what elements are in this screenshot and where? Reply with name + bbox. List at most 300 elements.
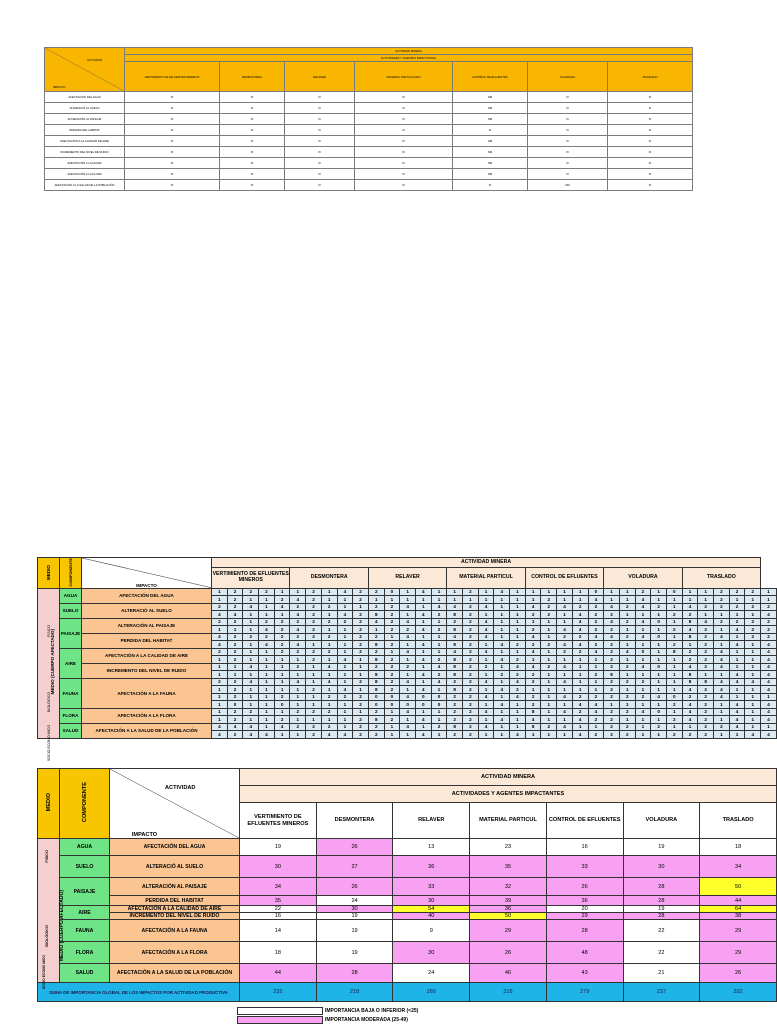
value-cell: 1 (478, 716, 494, 724)
value-cell: 2 (227, 716, 243, 724)
matrix-cell: XI (355, 158, 453, 169)
matrix-cell: XI (355, 147, 453, 158)
value-cell: 1 (698, 671, 714, 679)
summary-label: SUMA DE IMPORTANCIA GLOBAL DE LOS IMPACTOS POR ACTIVIDAD PRODUCTIVA (38, 983, 240, 1002)
value-cell: 4 (478, 603, 494, 611)
value-cell: 4 (525, 716, 541, 724)
value-cell: 1 (619, 611, 635, 619)
value-cell: 1 (525, 731, 541, 739)
value-cell: 2 (510, 656, 526, 664)
value-cell: 1 (494, 693, 510, 701)
value-cell: 4 (714, 686, 730, 694)
value-cell: 0 (384, 588, 400, 596)
value-cell: 1 (635, 716, 651, 724)
value-cell: 2 (212, 648, 228, 656)
impact-label: AFECTACIÓN A LA CALIDAD DE AIRE (82, 648, 212, 663)
value-cell: 1 (635, 611, 651, 619)
value-cell: 1 (635, 731, 651, 739)
value-cell: 1 (463, 596, 479, 604)
value-cell: 1 (478, 731, 494, 739)
impact-label: AFECTACIÓN A LA FAUNA (82, 678, 212, 708)
value-cell: 2 (384, 626, 400, 634)
value-cell: 4 (572, 618, 588, 626)
impact-label: INCREMENTO DEL NIVEL DE RUIDO (82, 663, 212, 678)
value-cell: 1 (353, 603, 369, 611)
value-cell: 1 (714, 641, 730, 649)
value-cell: 1 (541, 648, 557, 656)
value-cell: 1 (337, 708, 353, 716)
value-cell: 2 (463, 686, 479, 694)
value-cell: 2 (321, 618, 337, 626)
value-cell: 4 (714, 633, 730, 641)
value-cell: 4 (290, 641, 306, 649)
value-cell: 2 (274, 648, 290, 656)
value-cell: 1 (619, 686, 635, 694)
value-cell: 4 (337, 656, 353, 664)
value-cell: 4 (635, 708, 651, 716)
value-cell: 4 (557, 641, 573, 649)
value-cell: 4 (510, 663, 526, 671)
value-cell: 2 (682, 693, 698, 701)
value-cell: 1 (321, 701, 337, 709)
value-cell: 1 (666, 618, 682, 626)
value-cell: 0 (651, 708, 667, 716)
importance-value: 26 (700, 964, 777, 983)
value-cell: 2 (274, 633, 290, 641)
value-cell: 1 (415, 678, 431, 686)
value-cell: 2 (714, 723, 730, 731)
value-cell: 2 (604, 731, 620, 739)
value-cell: 1 (353, 708, 369, 716)
value-cell: 1 (227, 671, 243, 679)
matrix-cell: XI (285, 158, 355, 169)
importance-value: 30 (623, 856, 700, 878)
value-cell: 1 (212, 596, 228, 604)
value-cell: 0 (651, 663, 667, 671)
value-cell: 1 (259, 701, 275, 709)
value-cell: 1 (384, 648, 400, 656)
value-cell: 8 (368, 671, 384, 679)
matrix-cell: XI (220, 114, 285, 125)
value-cell: 2 (666, 731, 682, 739)
value-cell: 1 (227, 626, 243, 634)
value-cell: 1 (525, 588, 541, 596)
value-cell: 8 (447, 656, 463, 664)
value-cell: 4 (714, 693, 730, 701)
value-cell: 1 (541, 716, 557, 724)
value-cell: 4 (761, 678, 777, 686)
value-cell: 1 (666, 596, 682, 604)
value-cell: 4 (682, 686, 698, 694)
table-row (38, 618, 777, 626)
value-cell: 1 (635, 656, 651, 664)
value-cell: 1 (227, 663, 243, 671)
value-cell: 1 (572, 588, 588, 596)
column-header: VOLADURA (604, 567, 682, 588)
value-cell: 2 (619, 723, 635, 731)
value-cell: 2 (698, 648, 714, 656)
importance-value: 19 (316, 942, 393, 964)
value-cell: 4 (494, 588, 510, 596)
value-cell: 1 (761, 693, 777, 701)
value-cell: 2 (353, 641, 369, 649)
value-cell: 1 (557, 618, 573, 626)
value-cell: 1 (510, 596, 526, 604)
value-cell: 1 (337, 626, 353, 634)
value-cell: 4 (729, 716, 745, 724)
value-cell: 1 (337, 648, 353, 656)
value-cell: 1 (337, 716, 353, 724)
value-cell: 2 (604, 626, 620, 634)
value-cell: 4 (259, 626, 275, 634)
value-cell: 1 (212, 626, 228, 634)
value-cell: 2 (243, 708, 259, 716)
summary-value: 269 (393, 983, 470, 1002)
importance-value: 30 (240, 856, 317, 878)
value-cell: 4 (525, 633, 541, 641)
value-cell: 2 (698, 693, 714, 701)
importance-value: 19 (623, 839, 700, 856)
actividades-agentes-header: ACTIVIDADES Y AGENTES IMPACTANTES (240, 786, 777, 803)
value-cell: 1 (572, 678, 588, 686)
value-cell: 1 (494, 678, 510, 686)
value-cell: 2 (431, 626, 447, 634)
value-cell: 8 (698, 678, 714, 686)
value-cell: 2 (619, 708, 635, 716)
value-cell: 2 (306, 603, 322, 611)
value-cell: 2 (290, 618, 306, 626)
value-cell: 4 (714, 648, 730, 656)
value-cell: 2 (384, 603, 400, 611)
value-cell: 1 (541, 626, 557, 634)
value-cell: 1 (290, 693, 306, 701)
value-cell: 0 (368, 693, 384, 701)
importance-value: 35 (240, 896, 317, 906)
value-cell: 1 (400, 671, 416, 679)
value-cell: 2 (353, 633, 369, 641)
table-row (45, 103, 693, 114)
value-cell: 2 (368, 723, 384, 731)
actividad-label: ACTIVIDAD (87, 58, 102, 62)
value-cell: 4 (557, 708, 573, 716)
importance-value: 46 (470, 964, 547, 983)
table-row (45, 158, 693, 169)
value-cell: 4 (337, 686, 353, 694)
value-cell: 2 (384, 618, 400, 626)
value-cell: 2 (745, 633, 761, 641)
matrix-cell: XI (125, 147, 220, 158)
value-cell: 0 (227, 701, 243, 709)
value-cell: 1 (259, 596, 275, 604)
value-cell: 2 (761, 618, 777, 626)
value-cell: 1 (243, 701, 259, 709)
matrix-cell: NM (453, 114, 528, 125)
importance-value: 64 (700, 906, 777, 913)
value-cell: 1 (321, 641, 337, 649)
value-cell: 1 (541, 671, 557, 679)
value-cell: 2 (353, 723, 369, 731)
value-cell: 2 (306, 708, 322, 716)
value-cell: 2 (227, 648, 243, 656)
value-cell: 1 (619, 656, 635, 664)
value-cell: 4 (415, 641, 431, 649)
value-cell: 2 (368, 603, 384, 611)
value-cell: 2 (666, 611, 682, 619)
impact-label: AFECTACIÓN A LA CALIDAD DE AIRE (45, 136, 125, 147)
matrix-cell: XI (125, 92, 220, 103)
matrix-cell: NM (453, 158, 528, 169)
value-cell: 4 (431, 603, 447, 611)
value-cell: 4 (431, 678, 447, 686)
value-cell: 2 (761, 626, 777, 634)
value-cell: 4 (290, 611, 306, 619)
value-cell: 2 (306, 686, 322, 694)
value-cell: 1 (478, 596, 494, 604)
value-cell: 8 (604, 671, 620, 679)
table-row (45, 92, 693, 103)
value-cell: 2 (588, 716, 604, 724)
value-cell: 4 (243, 731, 259, 739)
component-label: AIRE (60, 648, 82, 678)
impact-label: AFECTACIÓN DEL AGUA (82, 588, 212, 603)
value-cell: 1 (698, 611, 714, 619)
value-cell: 4 (729, 671, 745, 679)
value-cell: 0 (415, 693, 431, 701)
matrix-cell: XI (220, 125, 285, 136)
value-cell: 4 (478, 633, 494, 641)
importance-value: 23 (470, 839, 547, 856)
value-cell: 2 (651, 603, 667, 611)
matrix-cell: NM (453, 169, 528, 180)
group-label: FISICO (47, 625, 51, 637)
value-cell: 2 (619, 693, 635, 701)
value-cell: 1 (259, 723, 275, 731)
value-cell: 1 (572, 596, 588, 604)
value-cell: 1 (619, 641, 635, 649)
value-cell: 1 (651, 686, 667, 694)
value-cell: 2 (431, 671, 447, 679)
value-cell: 0 (431, 701, 447, 709)
value-cell: 2 (557, 633, 573, 641)
summary-value: 316 (470, 983, 547, 1002)
value-cell: 1 (274, 678, 290, 686)
value-cell: 1 (415, 708, 431, 716)
value-cell: 2 (431, 611, 447, 619)
value-cell: 4 (494, 701, 510, 709)
value-cell: 2 (604, 716, 620, 724)
matrix-cell: XI (528, 125, 608, 136)
value-cell: 2 (321, 633, 337, 641)
value-cell: 1 (729, 731, 745, 739)
value-cell: 4 (761, 686, 777, 694)
column-header: VOLADURA (528, 62, 608, 92)
value-cell: 2 (368, 633, 384, 641)
matrix-cell: XI (453, 180, 528, 191)
matrix-cell: XI (125, 103, 220, 114)
value-cell: 4 (572, 701, 588, 709)
matrix-cell: XI (355, 92, 453, 103)
matrix-cell: XI (608, 169, 693, 180)
value-cell: 1 (415, 618, 431, 626)
matrix-cell: XI (285, 147, 355, 158)
table-row (38, 603, 777, 611)
table-row (38, 678, 777, 686)
value-cell: 4 (400, 678, 416, 686)
impact-label: PERDIDA DEL HABITAT (110, 896, 240, 906)
value-cell: 1 (666, 656, 682, 664)
importance-value: 26 (470, 942, 547, 964)
matrix-cell: XI (528, 92, 608, 103)
component-label: AGUA (60, 588, 82, 603)
value-cell: 1 (290, 731, 306, 739)
value-cell: 4 (321, 731, 337, 739)
value-cell: 4 (682, 626, 698, 634)
matrix-cell: XI (285, 180, 355, 191)
column-header: DESMONTERA (220, 62, 285, 92)
value-cell: 4 (729, 626, 745, 634)
value-cell: 1 (259, 686, 275, 694)
table-row (38, 839, 777, 856)
value-cell: 1 (729, 693, 745, 701)
value-cell: 1 (635, 686, 651, 694)
value-cell: 2 (306, 626, 322, 634)
value-cell: 1 (714, 708, 730, 716)
legend-label: IMPORTANCIA BAJA O INFERIOR (<25) (325, 1007, 419, 1014)
value-cell: 2 (698, 626, 714, 634)
column-header: CONTROL DE EFLUENTES (546, 803, 623, 839)
value-cell: 2 (321, 693, 337, 701)
value-cell: 2 (274, 641, 290, 649)
value-cell: 2 (463, 731, 479, 739)
value-cell: 2 (243, 588, 259, 596)
value-cell: 1 (651, 656, 667, 664)
value-cell: 1 (400, 686, 416, 694)
value-cell: 2 (698, 656, 714, 664)
value-cell: 2 (463, 588, 479, 596)
value-cell: 2 (212, 678, 228, 686)
value-cell: 2 (384, 656, 400, 664)
value-cell: 1 (274, 588, 290, 596)
value-cell: 2 (525, 678, 541, 686)
value-cell: 4 (212, 633, 228, 641)
value-cell: 1 (431, 648, 447, 656)
medio-group (38, 588, 60, 738)
value-cell: 1 (557, 656, 573, 664)
value-cell: 2 (384, 671, 400, 679)
value-cell: 1 (384, 723, 400, 731)
value-cell: 1 (337, 701, 353, 709)
value-cell: 8 (666, 648, 682, 656)
group-label: BIOLÓGICO (45, 925, 49, 947)
value-cell: 1 (635, 723, 651, 731)
value-cell: 2 (588, 626, 604, 634)
value-cell: 2 (274, 693, 290, 701)
value-cell: 1 (729, 596, 745, 604)
value-cell: 1 (510, 708, 526, 716)
value-cell: 1 (510, 603, 526, 611)
value-cell: 2 (666, 716, 682, 724)
value-cell: 2 (698, 723, 714, 731)
table-row (38, 896, 777, 906)
value-cell: 2 (745, 603, 761, 611)
matrix-cell: XI (528, 158, 608, 169)
value-cell: 1 (259, 671, 275, 679)
importance-value: 24 (393, 964, 470, 983)
matrix-cell: XI (528, 114, 608, 125)
value-cell: 8 (447, 686, 463, 694)
value-cell: 2 (714, 603, 730, 611)
value-cell: 2 (651, 723, 667, 731)
value-cell: 2 (259, 618, 275, 626)
value-cell: 2 (572, 693, 588, 701)
value-cell: 1 (259, 656, 275, 664)
value-cell: 4 (478, 648, 494, 656)
column-header: VOLADURA (623, 803, 700, 839)
value-cell: 8 (682, 671, 698, 679)
value-cell: 1 (415, 663, 431, 671)
value-cell: 4 (729, 641, 745, 649)
value-cell: 2 (745, 626, 761, 634)
value-cell: 1 (651, 611, 667, 619)
value-cell: 2 (541, 641, 557, 649)
value-cell: 1 (290, 716, 306, 724)
group-label: BIOLÓGICO (47, 692, 51, 713)
table-row (45, 114, 693, 125)
table-row (45, 180, 693, 191)
value-cell: 2 (761, 633, 777, 641)
actividad-minera-header: ACTIVIDAD MINERA (212, 558, 761, 568)
value-cell: 4 (400, 708, 416, 716)
value-cell: 2 (525, 641, 541, 649)
importance-value: 38 (700, 913, 777, 920)
value-cell: 2 (572, 603, 588, 611)
column-header: VERTIMIENTO DE EFLUENTES MINEROS (125, 62, 220, 92)
value-cell: 1 (353, 656, 369, 664)
importance-value: 48 (546, 942, 623, 964)
value-cell: 4 (604, 618, 620, 626)
impact-label: ALTERACIÓN AL PAISAJE (82, 618, 212, 633)
value-cell: 4 (212, 611, 228, 619)
value-cell: 0 (635, 648, 651, 656)
value-cell: 1 (243, 611, 259, 619)
value-cell: 8 (447, 663, 463, 671)
value-cell: 0 (368, 701, 384, 709)
matrix-cell: XI (285, 169, 355, 180)
value-cell: 4 (588, 633, 604, 641)
impact-label: AFECTACIÓN A LA SALUD DE LA POBLACIÓN (82, 723, 212, 738)
value-cell: 1 (588, 663, 604, 671)
value-cell: 2 (306, 618, 322, 626)
value-cell: 2 (306, 633, 322, 641)
matrix-cell: NM (453, 92, 528, 103)
component-label: FAUNA (60, 920, 110, 942)
value-cell: 1 (431, 588, 447, 596)
component-label: SALUD (60, 964, 110, 983)
value-cell: 2 (400, 626, 416, 634)
value-cell: 1 (761, 723, 777, 731)
actividad-label: ACTIVIDAD (165, 785, 196, 791)
matrix-cell: XI (285, 136, 355, 147)
value-cell: 2 (321, 708, 337, 716)
importance-value: 22 (623, 942, 700, 964)
value-cell: 4 (510, 678, 526, 686)
importance-value: 19 (316, 913, 393, 920)
value-cell: 2 (604, 686, 620, 694)
value-cell: 4 (682, 603, 698, 611)
importance-legend (237, 1006, 418, 1024)
value-cell: 2 (525, 693, 541, 701)
value-cell: 4 (415, 671, 431, 679)
